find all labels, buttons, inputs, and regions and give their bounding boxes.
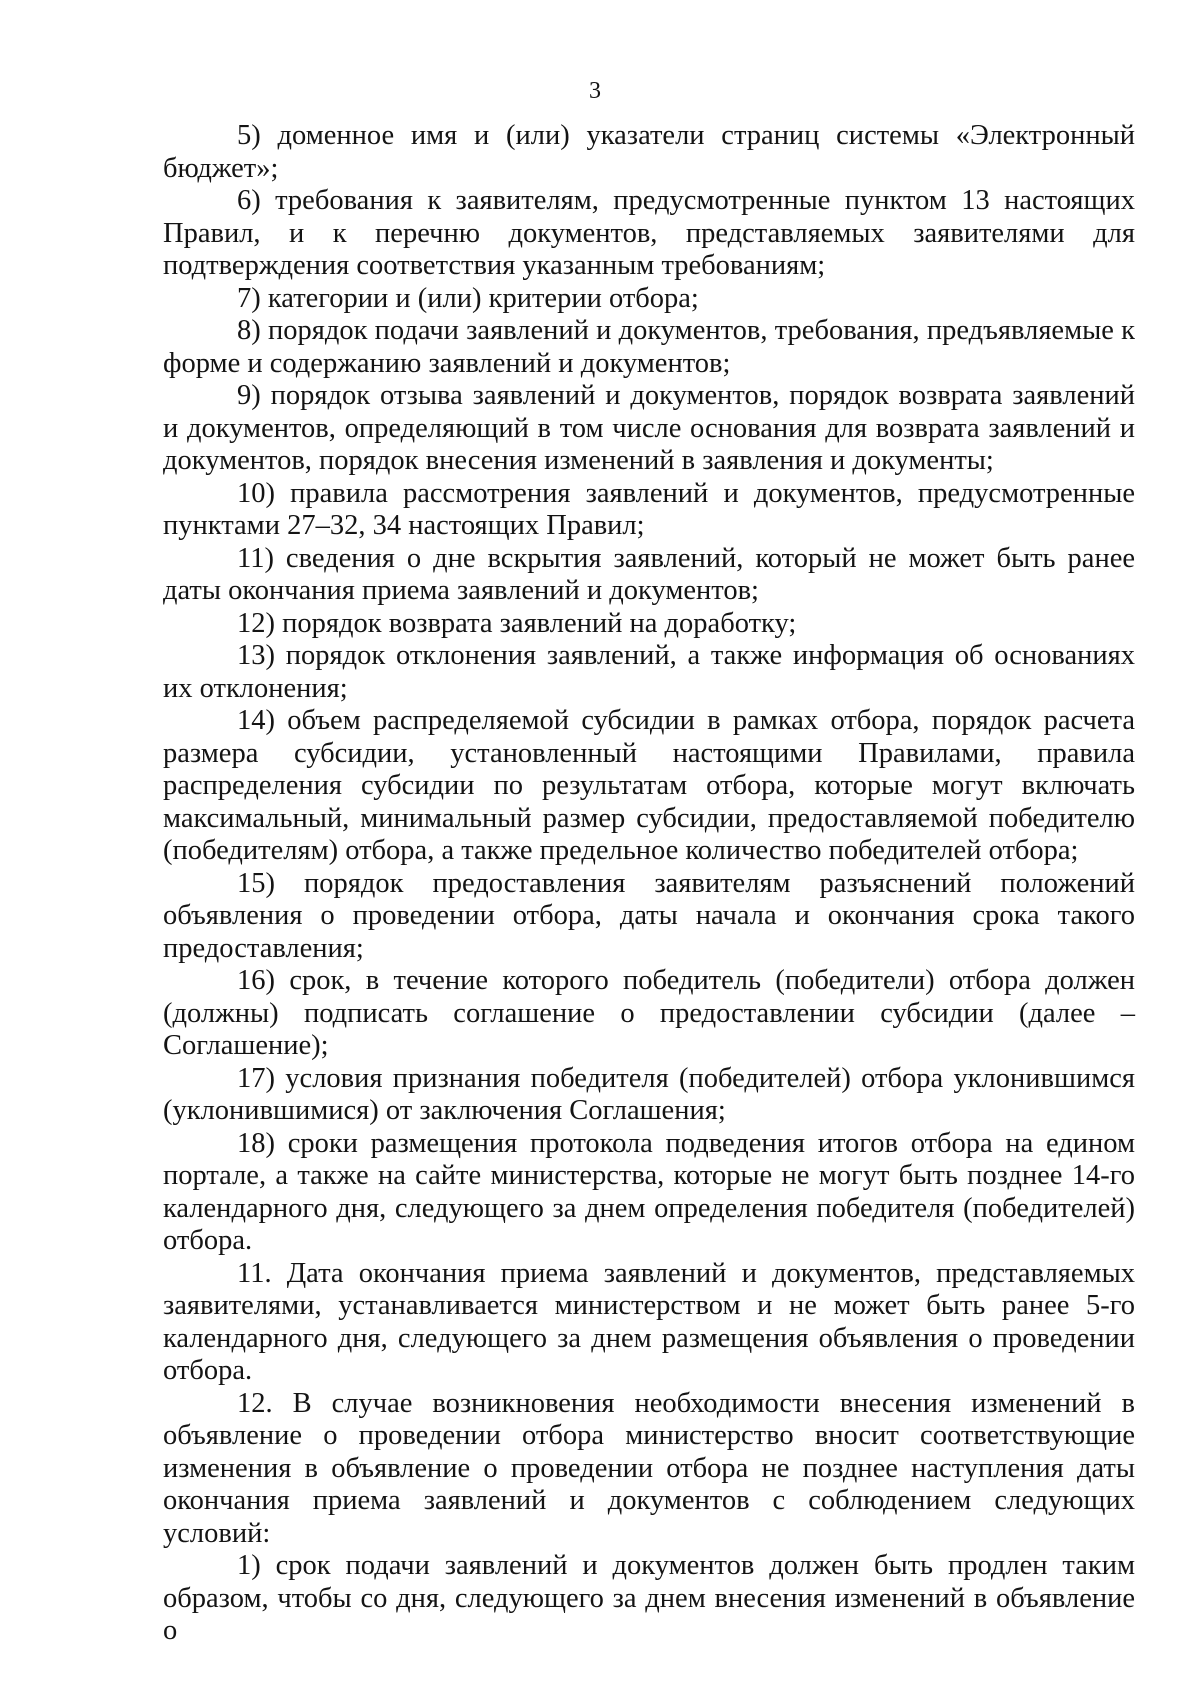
paragraph-item-18: 18) сроки размещения протокола подведения итогов отбора на едином портале, а также на сайте министерства, которые не могут быть позднее 14-го календарного дня, следующего за днем определения победителя (победителей) отбора. bbox=[163, 1127, 1135, 1256]
paragraph-item-8: 8) порядок подачи заявлений и документов, требования, предъявляемые к форме и содержанию заявлений и документов; bbox=[163, 315, 1135, 379]
paragraph-section-11: 11. Дата окончания приема заявлений и документов, представляемых заявителями, устанавливается министерством и не может быть ранее 5-го календарного дня, следующего за днем размещения объявления о проведении отбора. bbox=[163, 1257, 1135, 1386]
paragraph-item-15: 15) порядок предоставления заявителям разъяснений положений объявления о проведении отбора, даты начала и окончания срока такого предоставления; bbox=[163, 867, 1135, 964]
paragraph-item-17: 17) условия признания победителя (победителей) отбора уклонившимся (уклонившимися) от заключения Соглашения; bbox=[163, 1062, 1135, 1126]
paragraph-item-16: 16) срок, в течение которого победитель (победители) отбора должен (должны) подписать соглашение о предоставлении субсидии (далее – Соглашение); bbox=[163, 965, 1135, 1061]
paragraph-item-10: 10) правила рассмотрения заявлений и документов, предусмотренные пунктами 27–32, 34 настоящих Правил; bbox=[163, 477, 1135, 541]
document-body bbox=[163, 120, 1135, 1648]
paragraph-item-14: 14) объем распределяемой субсидии в рамках отбора, порядок расчета размера субсидии, установленный настоящими Правилами, правила распределения субсидии по результатам отбора, которые могут включать максимальный, минимальный размер субсидии, предоставляемой победителю (победителям) отбора, а также предельное количество победителей отбора; bbox=[163, 705, 1135, 866]
paragraph-item-9: 9) порядок отзыва заявлений и документов, порядок возврата заявлений и документов, определяющий в том числе основания для возврата заявлений и документов, порядок внесения изменений в заявления и документы; bbox=[163, 380, 1135, 476]
paragraph-item-7: 7) категории и (или) критерии отбора; bbox=[237, 282, 699, 314]
paragraph-section-12: 12. В случае возникновения необходимости внесения изменений в объявление о проведении отбора министерство вносит соответствующие изменения в объявление о проведении отбора не позднее наступления даты окончания приема заявлений и документов с соблюдением следующих условий: bbox=[163, 1387, 1135, 1549]
paragraph-item-5: 5) доменное имя и (или) указатели страниц системы «Электронный бюджет»; bbox=[163, 120, 1135, 184]
paragraph-item-6: 6) требования к заявителям, предусмотренные пунктом 13 настоящих Правил, и к перечню документов, представляемых заявителями для подтверждения соответствия указанным требованиям; bbox=[163, 185, 1135, 281]
paragraph-item-11: 11) сведения о дне вскрытия заявлений, который не может быть ранее даты окончания приема заявлений и документов; bbox=[163, 542, 1135, 606]
page-number: 3 bbox=[589, 78, 601, 104]
paragraph-item-12: 12) порядок возврата заявлений на доработку; bbox=[237, 607, 797, 639]
paragraph-subitem-1: 1) срок подачи заявлений и документов должен быть продлен таким образом, чтобы со дня, следующего за днем внесения изменений в объявление о bbox=[163, 1550, 1135, 1646]
paragraph-item-13: 13) порядок отклонения заявлений, а также информация об основаниях их отклонения; bbox=[163, 640, 1135, 704]
